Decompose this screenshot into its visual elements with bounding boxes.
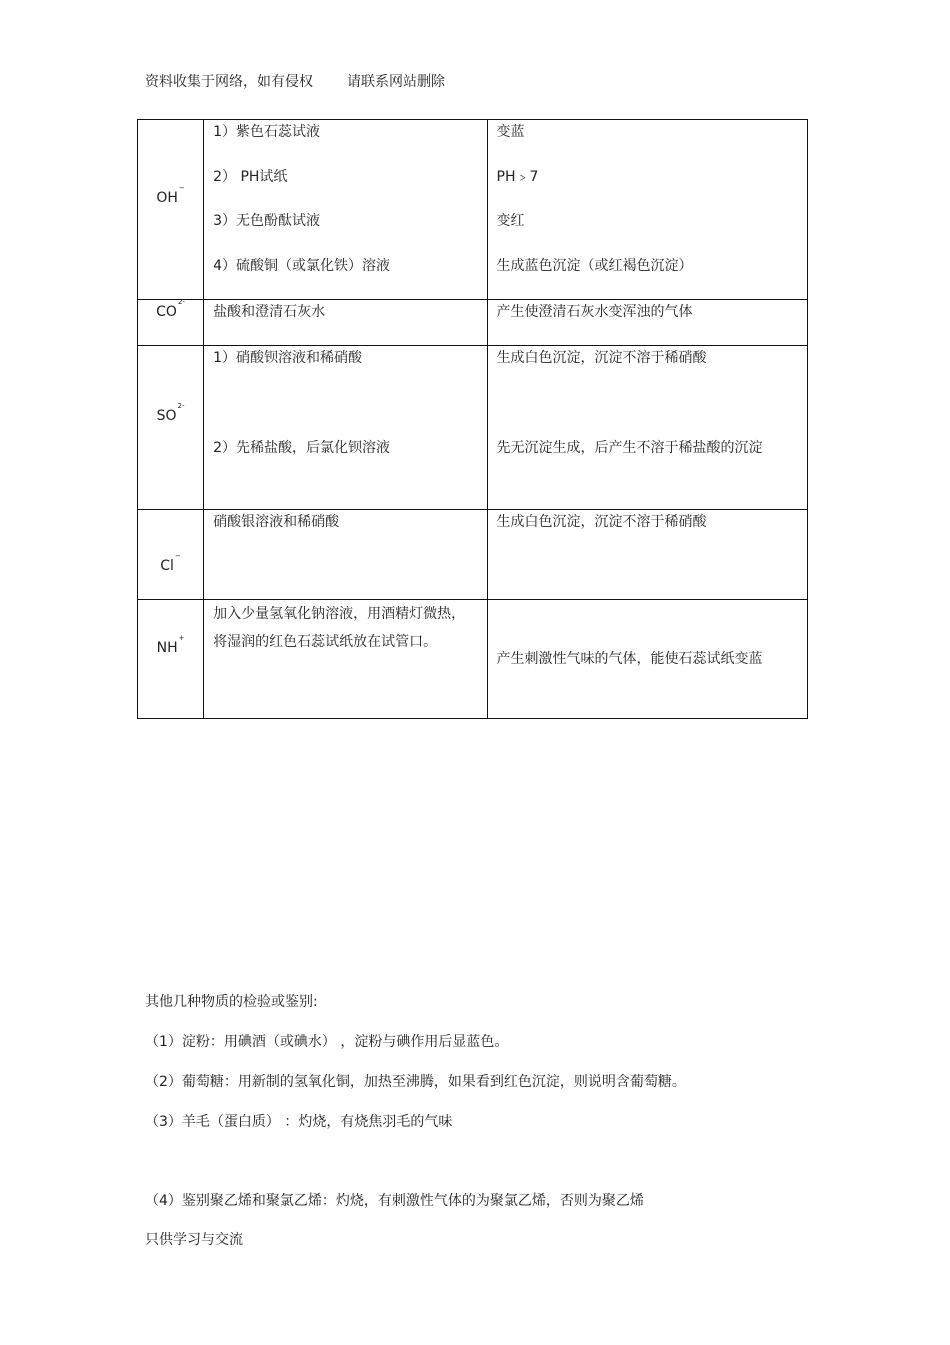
ion-cell	[138, 346, 204, 510]
note-item: （4）鉴别聚乙烯和聚氯乙烯：灼烧，有刺激性气体的为聚氯乙烯，否则为聚乙烯	[145, 1193, 644, 1209]
table-row	[138, 120, 808, 300]
result-line: 产生刺激性气味的气体，能使石蕊试纸变蓝	[496, 651, 763, 667]
ion-cell	[138, 300, 204, 346]
method-cell	[204, 346, 487, 510]
table-row	[138, 510, 808, 600]
note-item: （2）葡萄糖：用新制的氢氧化铜，加热至沸腾，如果看到红色沉淀，则说明含葡萄糖。	[145, 1074, 686, 1090]
ion-test-table	[137, 119, 808, 719]
method-line: 1）紫色石蕊试液	[213, 124, 321, 140]
ion-charge: 2-	[177, 402, 185, 411]
ion-charge: −	[178, 184, 185, 193]
result-line: PH﹥7	[496, 169, 539, 185]
ion-symbol: NH	[156, 640, 178, 656]
method-line: 盐酸和澄清石灰水	[213, 304, 326, 320]
ion-cell	[138, 120, 204, 300]
table-row	[138, 600, 808, 719]
result-line: 变红	[496, 213, 525, 229]
ion-symbol: SO	[156, 408, 177, 424]
ion-symbol: CO	[156, 304, 177, 320]
result-cell	[487, 600, 807, 719]
method-cell	[204, 600, 487, 719]
page-footer: 只供学习与交流	[145, 1232, 243, 1248]
result-line: 生成蓝色沉淀（或红褐色沉淀）	[496, 258, 693, 274]
ion-cell	[138, 600, 204, 719]
method-line: 2） PH试纸	[213, 169, 288, 185]
method-line: 2）先稀盐酸，后氯化钡溶液	[213, 440, 391, 456]
method-line: 3）无色酚酞试液	[213, 213, 321, 229]
note-item: （3）羊毛（蛋白质） ：灼烧，有烧焦羽毛的气味	[145, 1114, 453, 1130]
note-item: （1）淀粉：用碘酒（或碘水） ，淀粉与碘作用后显蓝色。	[145, 1034, 509, 1050]
method-cell	[204, 120, 487, 300]
ion-cell	[138, 510, 204, 600]
result-line: 变蓝	[496, 124, 525, 140]
ion-charge: −	[174, 552, 181, 561]
page-header	[145, 71, 445, 91]
table-row	[138, 300, 808, 346]
method-line: 1）硝酸钡溶液和稀硝酸	[213, 350, 363, 366]
header-left: 资料收集于网络，如有侵权	[145, 74, 313, 90]
ion-symbol: OH	[156, 190, 178, 206]
result-line: 先无沉淀生成，后产生不溶于稀盐酸的沉淀	[496, 440, 763, 456]
ion-charge: 2-	[177, 298, 185, 307]
header-right: 请联系网站删除	[347, 74, 445, 90]
method-line: 硝酸银溶液和稀硝酸	[213, 514, 340, 530]
ion-charge: +	[178, 634, 185, 643]
method-cell	[204, 300, 487, 346]
result-cell	[487, 510, 807, 600]
ion-symbol: Cl	[160, 558, 174, 574]
table-row	[138, 346, 808, 510]
result-line: 生成白色沉淀，沉淀不溶于稀硝酸	[496, 514, 707, 530]
result-line: 生成白色沉淀，沉淀不溶于稀硝酸	[496, 350, 707, 366]
result-cell	[487, 120, 807, 300]
method-cell	[204, 510, 487, 600]
notes-title: 其他几种物质的检验或鉴别:	[145, 994, 318, 1010]
method-line: 4）硫酸铜（或氯化铁）溶液	[213, 258, 391, 274]
result-line: 产生使澄清石灰水变浑浊的气体	[496, 304, 693, 320]
method-line: 加入少量氢氧化钠溶液，用酒精灯微热，将湿润的红色石蕊试纸放在试管口。	[213, 606, 466, 650]
result-cell	[487, 346, 807, 510]
result-cell	[487, 300, 807, 346]
